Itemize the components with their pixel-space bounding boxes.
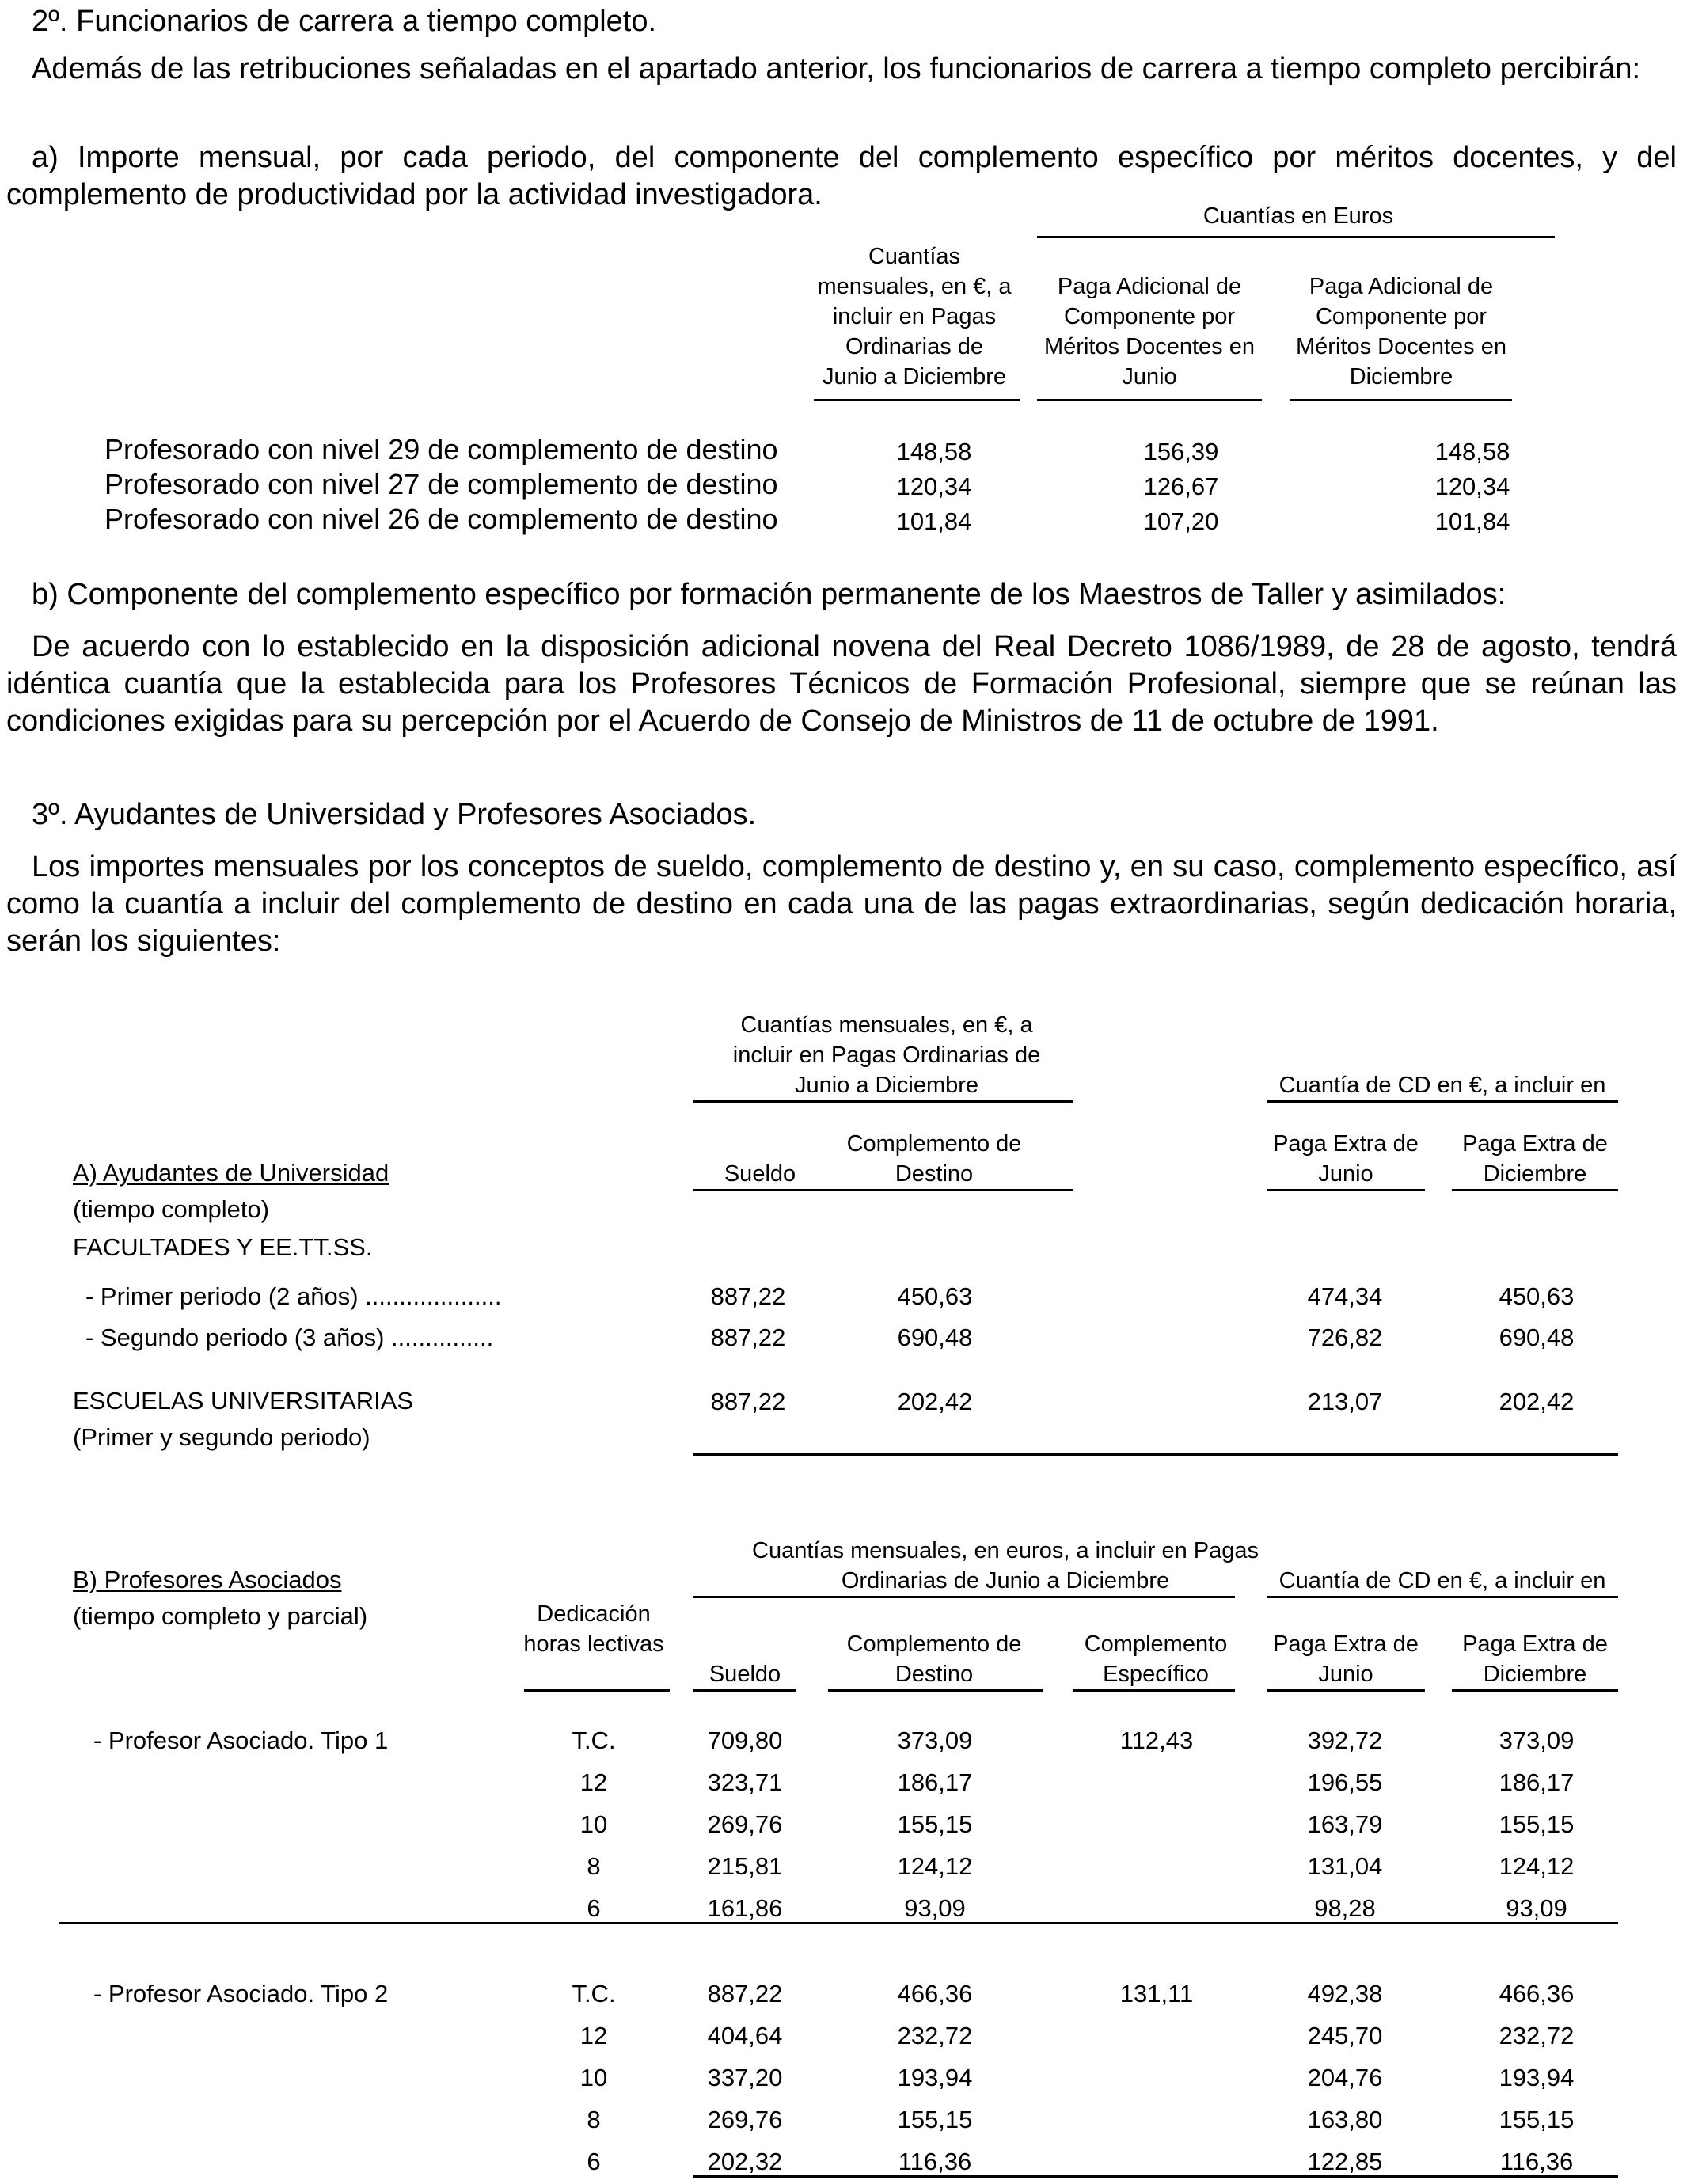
group-right-rule	[1267, 1596, 1618, 1598]
ayudantes-subtitle: (tiempo completo)	[73, 1195, 270, 1223]
cell-value: T.C.	[572, 1980, 616, 2007]
cell-value: 193,94	[897, 2064, 973, 2091]
section-3-intro: Los importes mensuales por los conceptos de sueldo, complemento de destino y, en su caso, complemento específico, así como la cuantía a incluir del complemento de destino en cada una de las pagas extraordinarias, según dedicación horaria, serán los siguientes:	[6, 850, 1677, 958]
cell-value: 155,15	[897, 2106, 973, 2133]
row-label: Profesorado con nivel 29 de complemento de destino	[104, 433, 778, 465]
cell-value: 337,20	[707, 2064, 783, 2091]
cell-value: 202,42	[897, 1388, 973, 1415]
col-header-sueldo: Sueldo	[709, 1662, 781, 1687]
group-header-cuantias-euros: Cuantías en Euros	[1202, 203, 1394, 229]
col-rule	[524, 1689, 670, 1692]
group-header-cd: Cuantía de CD en €, a incluir en	[1278, 1568, 1606, 1593]
facultades-label: FACULTADES Y EE.TT.SS.	[73, 1233, 373, 1261]
cell-value: 126,67	[1143, 473, 1219, 500]
cell-value: 193,94	[1499, 2064, 1575, 2091]
group-header-cd: Cuantía de CD en €, a incluir en	[1278, 1073, 1606, 1098]
cell-value: 492,38	[1307, 1980, 1383, 2007]
group-right-rule	[1267, 1100, 1618, 1103]
cell-value: 93,09	[1506, 1894, 1567, 1922]
col-rule-1	[814, 399, 1020, 401]
cell-value: 690,48	[1499, 1324, 1575, 1351]
col-rule-left	[693, 1189, 1073, 1191]
group-header-rule	[1037, 236, 1555, 238]
group-separator-rule	[59, 1922, 1618, 1924]
row-label: - Segundo periodo (3 años) ...............	[85, 1324, 494, 1351]
cell-value: 709,80	[707, 1726, 783, 1754]
row-label: Profesorado con nivel 27 de complemento de destino	[104, 468, 778, 500]
col-header-diciembre: Paga Extra de Diciembre	[1462, 1631, 1608, 1687]
cell-value: 373,09	[1499, 1726, 1575, 1754]
cell-value: 148,58	[1434, 438, 1510, 465]
col-rule-3	[1290, 399, 1512, 401]
escuelas-label: ESCUELAS UNIVERSITARIAS	[73, 1387, 414, 1415]
section-2-a-text: a) Importe mensual, por cada periodo, del componente del complemento específico por méritos docentes, y del complemento de productividad por la actividad investigadora.	[6, 141, 1677, 211]
cell-value: 690,48	[897, 1324, 973, 1351]
cell-value: 116,36	[898, 2148, 972, 2175]
col-header-junio: Paga Adicional de Componente por Méritos Docentes en Junio	[1044, 274, 1255, 389]
section-2-b-text: De acuerdo con lo establecido en la disposición adicional novena del Real Decreto 1086/1989, de 28 de agosto, tendrá idéntica cuantía que la establecida para los Profesores Técnicos de Formación Profesional, siempre que se reúnan las condiciones exigidas para su percepción por el Acuerdo de Consejo de Ministros de 11 de octubre de 1991.	[6, 630, 1677, 738]
group-label: - Profesor Asociado. Tipo 2	[93, 1980, 389, 2007]
cell-value: 392,72	[1307, 1726, 1383, 1754]
col-rule	[1073, 1689, 1235, 1692]
cell-value: 163,79	[1307, 1810, 1383, 1838]
cell-value: 112,43	[1119, 1726, 1194, 1754]
cell-value: 269,76	[707, 1810, 783, 1838]
cell-value: 450,63	[897, 1282, 973, 1310]
group-left-rule	[693, 1100, 1073, 1103]
col-header-cd: Complemento de Destino	[846, 1631, 1022, 1687]
col-rule-diciembre	[1452, 1189, 1618, 1191]
col-rule	[828, 1689, 1043, 1692]
cell-value: 122,85	[1307, 2148, 1383, 2175]
cell-value: 155,15	[1499, 1810, 1575, 1838]
cell-value: 186,17	[1499, 1768, 1575, 1796]
cell-value: 726,82	[1307, 1324, 1383, 1351]
section-2-heading: 2º. Funcionarios de carrera a tiempo completo.	[32, 5, 657, 38]
cell-value: 10	[579, 1810, 608, 1838]
cell-value: 10	[579, 2064, 608, 2091]
section-2-b-heading: b) Componente del complemento específico por formación permanente de los Maestros de Taller y asimilados:	[32, 578, 1506, 611]
cell-value: 232,72	[897, 2022, 973, 2049]
col-header-ce: Complemento Específico	[1084, 1631, 1228, 1687]
cell-value: 6	[587, 2148, 601, 2175]
cell-value: 124,12	[897, 1852, 973, 1880]
col-header-junio: Paga Extra de Junio	[1273, 1131, 1419, 1187]
group-header-mensuales: Cuantías mensuales, en euros, a incluir en Pagas Ordinarias de Junio a Diciembre	[752, 1538, 1259, 1593]
col-rule	[693, 1689, 796, 1692]
cell-value: 8	[587, 1852, 601, 1880]
col-header-cd: Complemento de Destino	[846, 1131, 1022, 1187]
cell-value: 204,76	[1307, 2064, 1383, 2091]
cell-value: 155,15	[1499, 2106, 1575, 2133]
col-rule	[1267, 1689, 1425, 1692]
cell-value: 887,22	[710, 1282, 786, 1310]
table-bottom-rule	[693, 2175, 1618, 2178]
cell-value: 156,39	[1143, 438, 1219, 465]
col-header-junio: Paga Extra de Junio	[1273, 1631, 1419, 1687]
cell-value: 887,22	[710, 1324, 786, 1351]
section-3-heading: 3º. Ayudantes de Universidad y Profesores Asociados.	[32, 798, 757, 831]
cell-value: 163,80	[1307, 2106, 1383, 2133]
row-label: Profesorado con nivel 26 de complemento de destino	[104, 503, 778, 535]
cell-value: 269,76	[707, 2106, 783, 2133]
col-rule	[1452, 1689, 1618, 1692]
cell-value: 120,34	[896, 473, 972, 500]
table-bottom-rule	[693, 1453, 1618, 1456]
cell-value: 101,84	[1434, 507, 1510, 535]
cell-value: 215,81	[707, 1852, 783, 1880]
ayudantes-title: A) Ayudantes de Universidad	[73, 1159, 389, 1187]
cell-value: 213,07	[1307, 1388, 1383, 1415]
cell-value: 93,09	[904, 1894, 966, 1922]
cell-value: 196,55	[1307, 1768, 1383, 1796]
cell-value: 98,28	[1314, 1894, 1376, 1922]
cell-value: 450,63	[1499, 1282, 1575, 1310]
cell-value: 161,86	[707, 1894, 783, 1922]
cell-value: 155,15	[897, 1810, 973, 1838]
cell-value: 186,17	[897, 1768, 973, 1796]
cell-value: T.C.	[572, 1726, 616, 1754]
cell-value: 120,34	[1434, 473, 1510, 500]
asociados-subtitle: (tiempo completo y parcial)	[73, 1602, 368, 1630]
row-label: - Primer periodo (2 años) ....................	[85, 1282, 502, 1310]
cell-value: 373,09	[897, 1726, 973, 1754]
col-header-diciembre: Paga Extra de Diciembre	[1462, 1131, 1608, 1187]
col-rule-2	[1037, 399, 1262, 401]
cell-value: 124,12	[1499, 1852, 1575, 1880]
cell-value: 202,32	[707, 2148, 783, 2175]
cell-value: 131,11	[1119, 1980, 1194, 2007]
group-left-rule	[693, 1596, 1235, 1598]
cell-value: 12	[579, 2022, 608, 2049]
col-header-dedicacion: Dedicación horas lectivas	[523, 1601, 664, 1657]
cell-value: 466,36	[1499, 1980, 1575, 2007]
group-header-mensuales: Cuantías mensuales, en €, a incluir en Pagas Ordinarias de Junio a Diciembre	[732, 1012, 1041, 1098]
col-rule-junio	[1267, 1189, 1425, 1191]
cell-value: 887,22	[707, 1980, 783, 2007]
col-header-mensuales: Cuantías mensuales, en €, a incluir en Pagas Ordinarias de Junio a Diciembre	[817, 244, 1012, 389]
col-header-sueldo: Sueldo	[724, 1161, 796, 1187]
cell-value: 148,58	[896, 438, 972, 465]
cell-value: 107,20	[1143, 507, 1219, 535]
cell-value: 466,36	[897, 1980, 973, 2007]
group-label: - Profesor Asociado. Tipo 1	[93, 1726, 389, 1754]
cell-value: 474,34	[1307, 1282, 1383, 1310]
cell-value: 131,04	[1307, 1852, 1383, 1880]
cell-value: 887,22	[710, 1388, 786, 1415]
cell-value: 202,42	[1499, 1388, 1575, 1415]
escuelas-sublabel: (Primer y segundo periodo)	[73, 1423, 370, 1451]
asociados-title: B) Profesores Asociados	[73, 1566, 342, 1593]
cell-value: 404,64	[707, 2022, 783, 2049]
cell-value: 232,72	[1499, 2022, 1575, 2049]
col-header-diciembre: Paga Adicional de Componente por Méritos Docentes en Diciembre	[1296, 274, 1506, 389]
cell-value: 8	[587, 2106, 601, 2133]
section-2-intro: Además de las retribuciones señaladas en el apartado anterior, los funcionarios de carrera a tiempo completo percibirán:	[32, 52, 1641, 85]
cell-value: 12	[579, 1768, 608, 1796]
cell-value: 116,36	[1499, 2148, 1574, 2175]
cell-value: 245,70	[1307, 2022, 1383, 2049]
cell-value: 101,84	[896, 507, 972, 535]
cell-value: 6	[587, 1894, 601, 1922]
cell-value: 323,71	[707, 1768, 783, 1796]
